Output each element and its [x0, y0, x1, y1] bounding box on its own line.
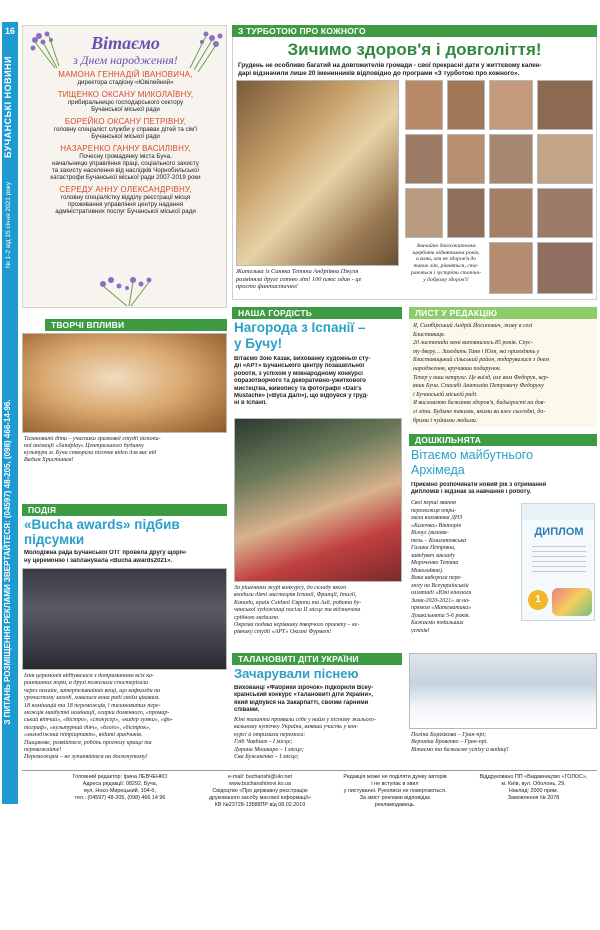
- centenarian-photo: [236, 80, 399, 266]
- portrait-photo: [447, 80, 485, 130]
- winter-kids-photo: [409, 653, 597, 729]
- health-lead: Грудень не особливо багатий на довгожителів громади - свої прекрасні дати у життєвому кален- дарі відзначили лише 20 іменинників відповідно до програми «З турботою про кожного».: [238, 62, 542, 77]
- page-number: 16: [4, 26, 15, 36]
- masthead-vertical: БУЧАНСЬКІ НОВИНИ: [3, 55, 13, 159]
- portrait-photo: [447, 134, 485, 184]
- talents-rubric: ТАЛАНОВИТІ ДІТИ УКРАЇНИ: [232, 653, 402, 665]
- talents-body: Юні таланти проявили себе у найм у пісному жалього- вальному куточку України, взявши участь у кон- курсі й отримали перемоги: Гліб Чакбаєв – І місце; Дарина Мошкаро – І місце; Єва Бужакенко – І місце;: [234, 717, 376, 761]
- event-rubric: ПОДІЯ: [22, 504, 227, 516]
- diploma-word: ДИПЛОМ: [534, 526, 584, 538]
- preschool-body: Свої перші звання переможця отри- мала вихованка ДНЗ «Казочка» Вікторія Вілоус (вихова- тель – Кошлатовська Галина Петрівна, завідувач закладу Мороченко Тетяна Миколаївна). Вона виборола пере- могу на Всеукраїнській олімпіаді «Юні кінологи Зима-2020-2021» за на- прямом «Математика» Дошкільнята 5-6 років. Бажаємо подальших успіхів!: [411, 500, 472, 634]
- health-caption-main: Жителька із Синяка Тетяна Андріївна Пікуля розміняла друге сотню літ! 100 плюс один - це просто фантастично!: [236, 268, 362, 291]
- sand-art-photo: [22, 333, 227, 433]
- footer-col-editor: Головний редактор: Ірина ЛЕВЧЕНКО Адреса редакції: 08292, Буча, вул. Ноєо-Мирецький, 104-б, тел.: (04597) 48-205, (098) 466 14 96: [72, 774, 168, 801]
- portrait-photo: [489, 134, 533, 184]
- footer-col-contacts: e-mail: buchanshi@ukr.net www.buchanshinovi.ko.ua Свідоцтво «Про державну реєстрацію друкованого засобу масової інформації» КВ №23728-13588ПР від 08.02.2019: [208, 774, 312, 808]
- medal-icon: 1: [528, 590, 548, 610]
- preschool-rubric: ДОШКІЛЬНЯТА: [409, 434, 597, 446]
- artist-girl-photo: [234, 418, 402, 582]
- footer-col-disclaimer: Редакція може не поділяти думку авторів і не вступає в хвил у листуванні. Рукописи не повертаються. За зміст реклами відповідає рекламодавець.: [343, 774, 447, 808]
- pride-title: Нагорода з Іспанії – у Бучу!: [234, 320, 366, 351]
- portrait-photo: [537, 188, 593, 238]
- portrait-photo: [405, 134, 443, 184]
- talents-title: Зачарували піснею: [234, 666, 359, 681]
- health-title: Зичимо здоров'я і довголіття!: [287, 40, 542, 59]
- event-lead: Молодіжна рада Бучанської ОТГ провела другу щоріч- ну церемонію і запланувала «Bucha awards2021».: [24, 550, 187, 564]
- pride-rubric: НАША ГОРДІСТЬ: [232, 307, 402, 319]
- footer-col-printing: Віддруковано ПП «Видавництво «ГОЛОС», м. Київ, вул. Оболонь, 29. Наклад: 2000 прим. Замовлення № 2078: [479, 774, 588, 801]
- portrait-photo: [489, 80, 533, 130]
- health-caption-side: Звичайно довгожителям щербати віднятимем років, а вони, хоч не здоров'я до таких літ, рівняться, ста- раються і зустріти стопічч- у доброму здоров'ї!: [410, 243, 482, 283]
- preschool-lead: Приємно розпочинати новий рік з отримання дипломів і відзнак за навчання і роботу.: [411, 482, 547, 496]
- portrait-photo: [405, 80, 443, 130]
- birthday-title: Вітаємо: [91, 33, 160, 53]
- talents-lead: Вихованці «Фабрики зірочок» підкорили Всеу- країнський конкурс «Талановиті діти України», який відбувся на Закарпатті, своїми гарними співами.: [234, 685, 374, 714]
- lavender-decoration-bottom: [83, 274, 173, 308]
- preschool-title: Вітаємо майбутнього Архімеда: [411, 448, 534, 477]
- event-body: Іхня церемонія відбувалася з дотриманням всіх ка- рантинних норм, а друзі пожелали спостерігали через онлайн, затерпеливийних вещі, що кафкалди на урочистому заході, ховалися вона раді своїм цікавим. 18 номінацій та 18 переможців, ї талановитих пере- можців майбутні номінації, огарки доменного, «промар- ський вітчий», «бістро», «спокусер», «кидер зумки», «фо- тограф», «культурний діяч», «блоґо», «бістрок», «молодіжний пітріарпакт», відаті зрадчиків. Пищакове, розвійтеся, робіть прогнозу краще та переважайте! Переможцям – не зупиняйтеся на досягнутому!: [24, 673, 173, 761]
- issue-vertical: № 1-2 від 15 січня 2021 року: [5, 181, 12, 269]
- pride-lead: Вітаємо Зою Казак, вихованку художньої сту- дії «АРТ» Бучанського центру позашкільної роботи, з успіхом у міжнародному конкурсі образотворчого та декоративно-ужиткового мистецтва, живопису та фотографії «Dali's Mustache» («Вуса Далі»), що відбувся у груд- ні в Іспанії.: [234, 356, 371, 407]
- birthday-person: БОРЕЙКО ОКСАНУ ПЕТРІВНУ, головну спеціаліст служби у справах дітей та сім'ї Бучанської міської ради: [53, 117, 198, 140]
- creative-rubric: ТВОРЧІ ВПЛИВИ: [45, 319, 227, 331]
- birthday-person: СЕРЕДУ АННУ ОЛЕКСАНДРІВНУ, головну спеціалістку відділу реєстрації місця проживання управління центру надання адміністративних послуг Бучанської міської ради: [55, 185, 196, 215]
- birthday-person: МАМОНА ГЕННАДІЙ ІВАНОВИЧА, директора стадіону «Ювілейний»: [58, 70, 193, 86]
- portrait-photo: [405, 188, 443, 238]
- ads-vertical: З ПИТАНЬ РОЗМІЩЕННЯ РЕКЛАМИ ЗВЕРТАЙТЕСЯ: (04597) 48-205, (098) 466-14-96.: [3, 399, 12, 725]
- letter-body: Я, Симбірський Андрій Йосипович, живу в селі Блиставиця. 20 листопада мені виповнилось 85 років. Спус- ту дверу… Заходить Таня і Юля, які приходять у Блиставицький сільський район, подарувалися з днем народження, вручивши подарунок. Тепер у наш нетрухе. Це виїзд, але вам Федорук, кер- вник Буча. Спасибі Анатолію Петровичу Федоруку і Бучанській міській раді. Я висловлюю бажання здоров'я, бадьорості на дов- гі літа. Будьте такими, якими ви вже сьогодні, до- брими і чуйними людьми.: [413, 323, 550, 424]
- birthday-list: [27, 70, 224, 215]
- portrait-photo: [489, 188, 533, 238]
- letter-rubric: ЛИСТ У РЕДАКЦІЮ: [409, 307, 597, 319]
- footer-rule: [22, 770, 597, 771]
- creative-caption: Талановиті діти – учасники зразкової студії піскопи- ної анімації «Sandplay» Центрального будинку культури м. Буча створили пісочне відео для вас від Вадим Христиним!: [24, 436, 161, 464]
- health-rubric: З ТУРБОТОЮ ПРО КОЖНОГО: [232, 25, 597, 37]
- birthday-subtitle: з Днем народження!: [73, 53, 178, 67]
- portrait-photo: [537, 134, 593, 184]
- pride-caption: За рішенням журі конкурсу, до складу якого входили діячі мистецтв Іспанії, Франції, Італії, Канади, країн Східної Європи та Азії, робота бу- чанської художниці посіла II місце та відзначена срібною медаллю. Окрема подяка керівнику творчого проекту – ке- рівнику студії «АРТ» Оксані Фурмет!: [234, 585, 362, 636]
- portrait-photo: [447, 188, 485, 238]
- diploma-stripe: [522, 504, 595, 520]
- portrait-photo: [537, 80, 593, 130]
- portrait-photo: [537, 242, 593, 294]
- diploma-text-lines: [532, 546, 586, 576]
- birthday-person: ТИЩЕНКО ОКСАНУ МИКОЛАЇВНУ, прибиральницю господарського сектору Бучанської міської ради: [57, 90, 194, 113]
- diploma-image: [521, 503, 595, 621]
- event-title: «Bucha awards» підбив підсумки: [24, 517, 180, 547]
- talents-right: Поліна Борейкова – Гран-прі; Вероніка Бровенко – Гран-прі. Вітаємо та бажаємо успіху й вадаці!: [411, 732, 509, 753]
- awards-photo: [22, 568, 227, 670]
- birthday-person: НАЗАРЕНКО ГАННУ ВАСИЛІВНУ, Почесну громадянку міста Буча, начальницю управління праці, соціального захисту та захисту населення від наслідків Чорнобильської катастрофи Бучанської міської ради 2007-2019 роки: [50, 144, 201, 181]
- portrait-photo: [489, 242, 533, 294]
- diploma-decor: [552, 588, 592, 616]
- birthday-box: [22, 25, 227, 308]
